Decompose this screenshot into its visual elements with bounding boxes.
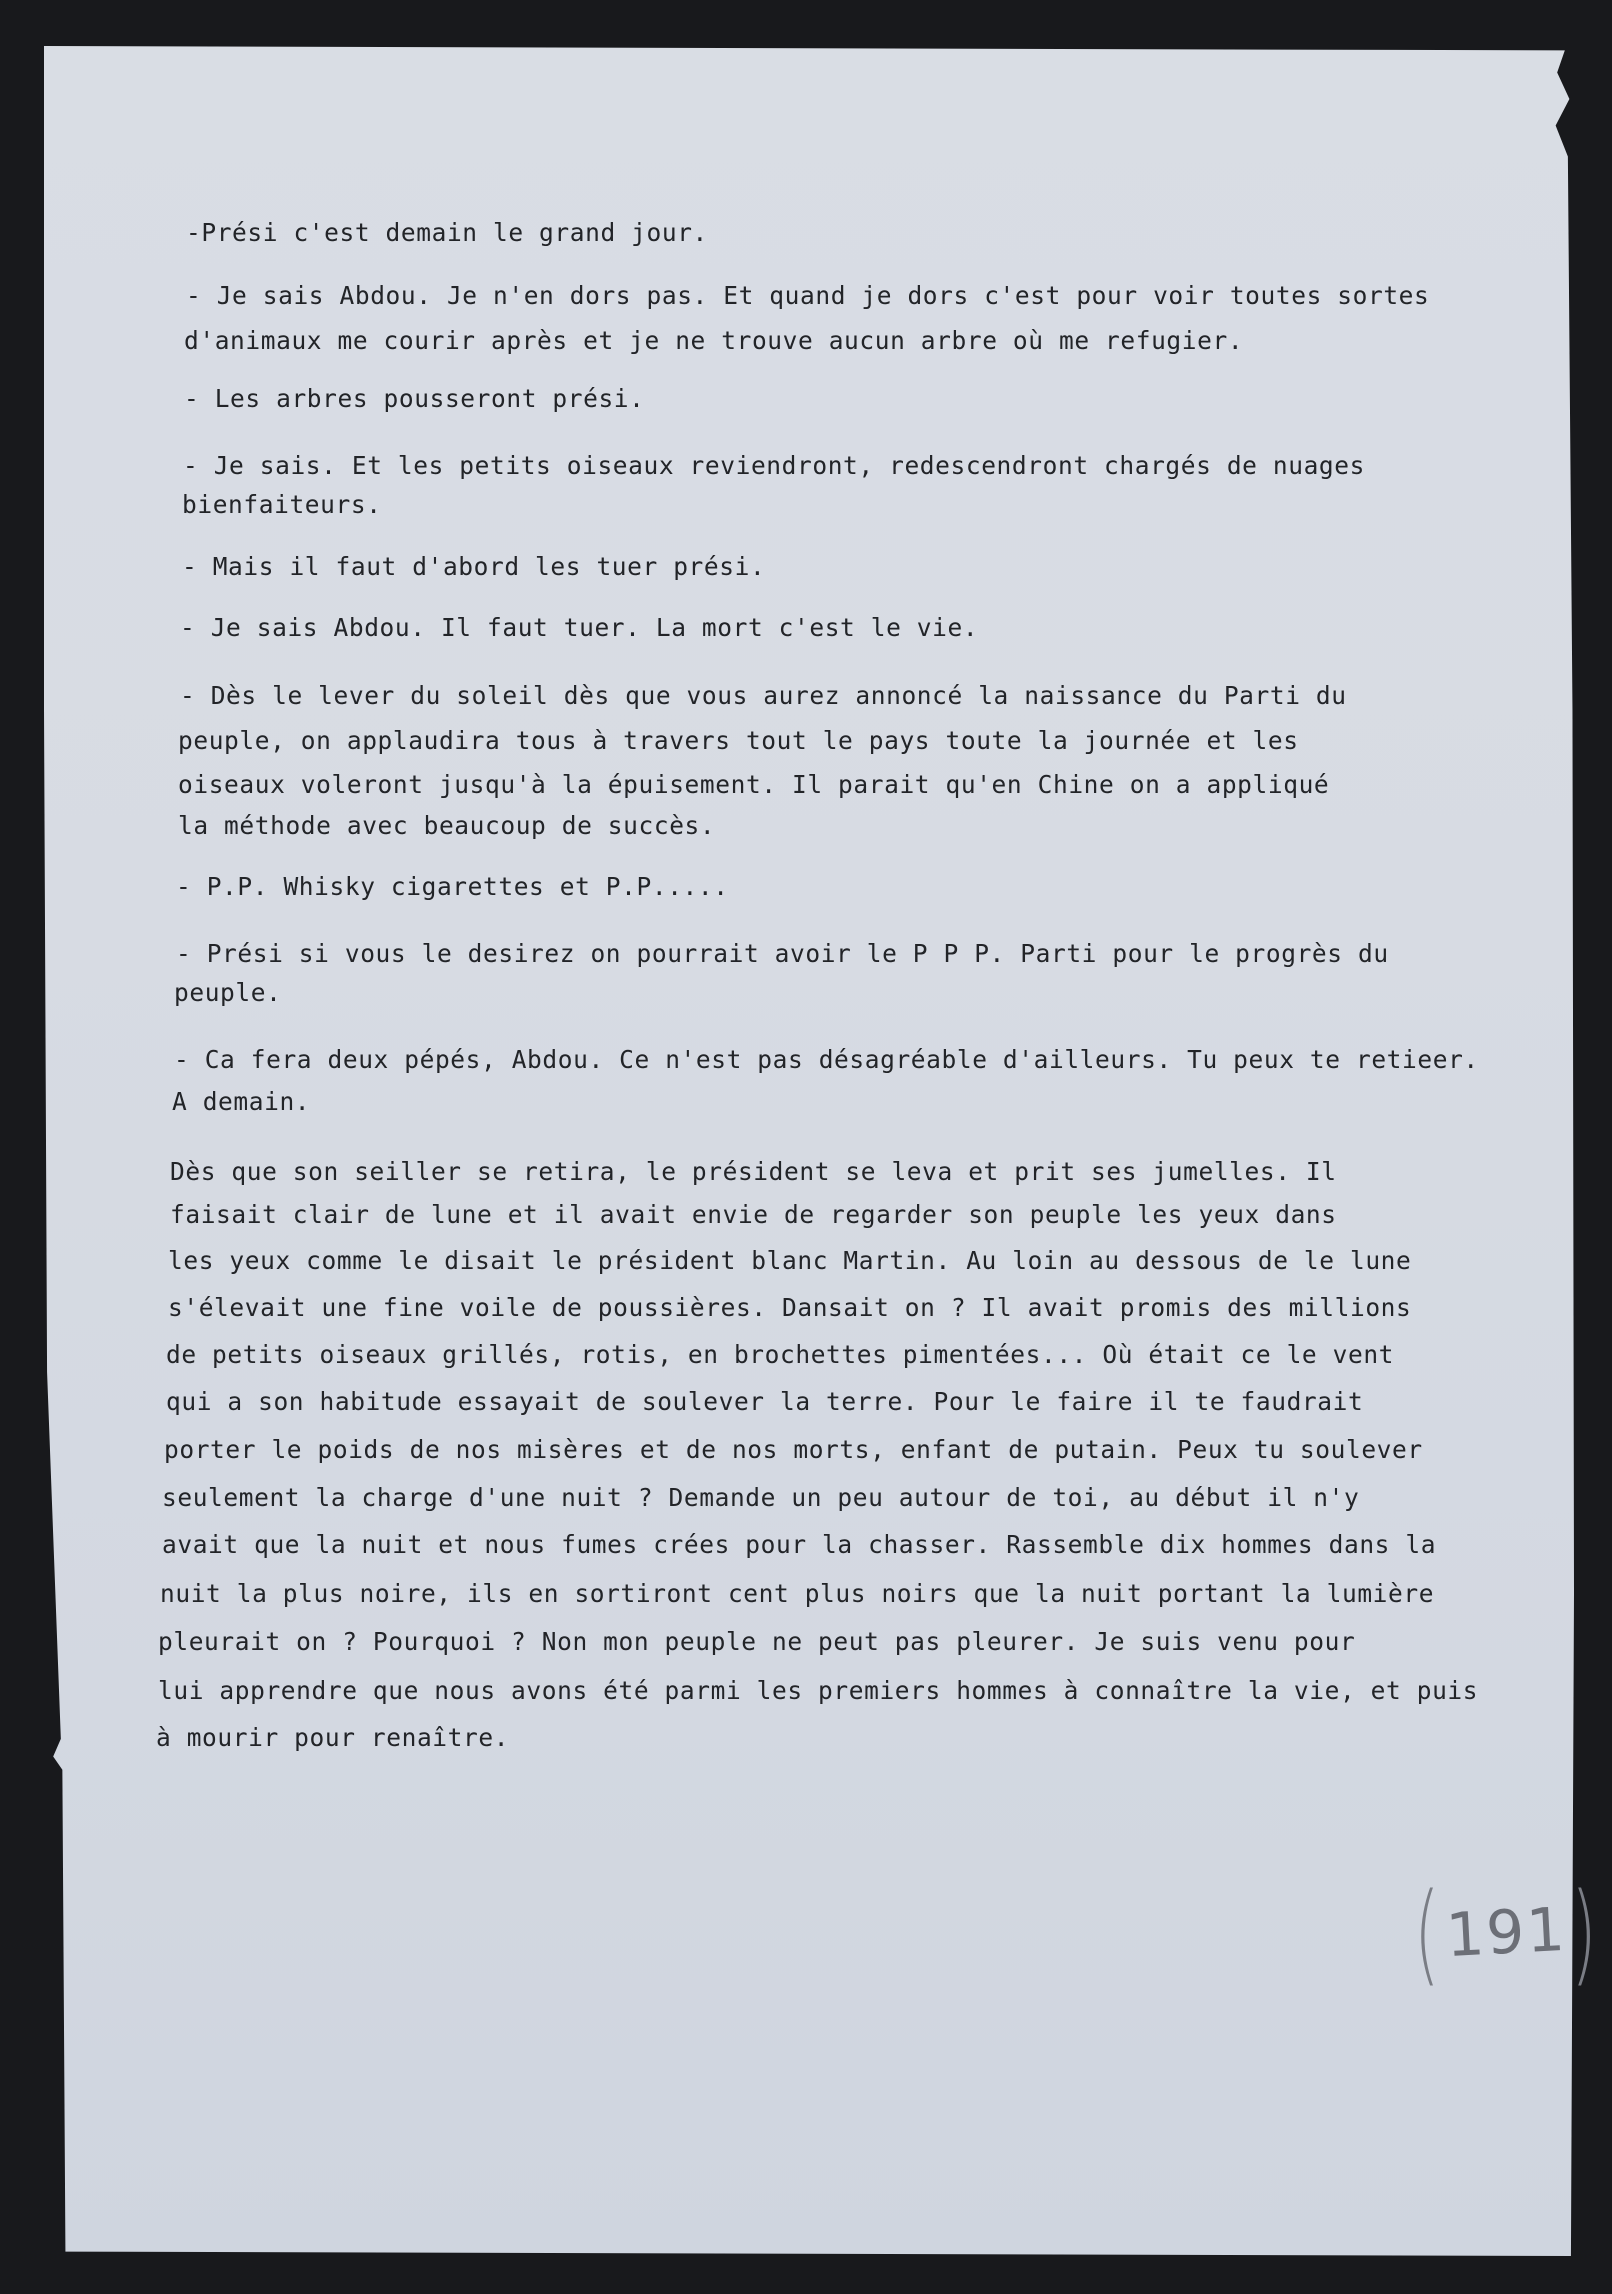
- text-line: Dès que son seiller se retira, le président se leva et prit ses jumelles. Il: [170, 1157, 1337, 1186]
- close-paren-mark: ): [1571, 1869, 1599, 1997]
- text-line: -Prési c'est demain le grand jour.: [186, 218, 708, 247]
- text-line: - Prési si vous le desirez on pourrait avoir le P P P. Parti pour le progrès du: [176, 939, 1389, 968]
- text-line: oiseaux voleront jusqu'à la épuisement. Il parait qu'en Chine on a appliqué: [178, 770, 1330, 799]
- handwritten-page-number: [1413, 1869, 1599, 1997]
- text-line: seulement la charge d'une nuit ? Demande un peu autour de toi, au début il n'y: [162, 1483, 1360, 1512]
- text-line: à mourir pour renaître.: [156, 1723, 510, 1752]
- text-line: - Les arbres pousseront prési.: [184, 384, 645, 413]
- text-line: lui apprendre que nous avons été parmi les premiers hommes à connaître la vie, et puis: [158, 1676, 1479, 1705]
- text-line: la méthode avec beaucoup de succès.: [178, 811, 716, 840]
- text-line: porter le poids de nos misères et de nos morts, enfant de putain. Peux tu soulever: [164, 1435, 1423, 1464]
- text-line: A demain.: [172, 1087, 311, 1116]
- text-line: bienfaiteurs.: [182, 490, 382, 519]
- text-line: - P.P. Whisky cigarettes et P.P.....: [176, 872, 729, 901]
- text-line: - Je sais Abdou. Il faut tuer. La mort c'est le vie.: [180, 613, 979, 642]
- text-line: - Je sais Abdou. Je n'en dors pas. Et quand je dors c'est pour voir toutes sortes: [186, 281, 1430, 310]
- open-paren-mark: (: [1413, 1869, 1441, 1997]
- text-line: peuple, on applaudira tous à travers tout le pays toute la journée et les: [178, 726, 1299, 755]
- text-line: pleurait on ? Pourquoi ? Non mon peuple ne peut pas pleurer. Je suis venu pour: [158, 1627, 1356, 1656]
- text-line: d'animaux me courir après et je ne trouve aucun arbre où me refugier.: [184, 326, 1244, 355]
- text-line: - Je sais. Et les petits oiseaux reviendront, redescendront chargés de nuages: [183, 451, 1365, 480]
- text-line: s'élevait une fine voile de poussières. Dansait on ? Il avait promis des millions: [168, 1293, 1412, 1322]
- text-line: - Ca fera deux pépés, Abdou. Ce n'est pas désagréable d'ailleurs. Tu peux te retieer.: [174, 1045, 1479, 1074]
- text-line: de petits oiseaux grillés, rotis, en brochettes pimentées... Où était ce le vent: [166, 1340, 1395, 1369]
- text-line: - Mais il faut d'abord les tuer prési.: [182, 552, 766, 581]
- text-line: faisait clair de lune et il avait envie de regarder son peuple les yeux dans: [170, 1200, 1337, 1229]
- text-line: qui a son habitude essayait de soulever la terre. Pour le faire il te faudrait: [166, 1387, 1364, 1416]
- page-number-value: 191: [1443, 1894, 1569, 1972]
- text-line: les yeux comme le disait le président blanc Martin. Au loin au dessous de le lune: [168, 1246, 1412, 1275]
- text-line: nuit la plus noire, ils en sortiront cent plus noirs que la nuit portant la lumière: [160, 1579, 1435, 1608]
- text-line: - Dès le lever du soleil dès que vous aurez annoncé la naissance du Parti du: [180, 681, 1347, 710]
- text-line: peuple.: [174, 978, 282, 1007]
- text-line: avait que la nuit et nous fumes crées pour la chasser. Rassemble dix hommes dans la: [162, 1530, 1437, 1559]
